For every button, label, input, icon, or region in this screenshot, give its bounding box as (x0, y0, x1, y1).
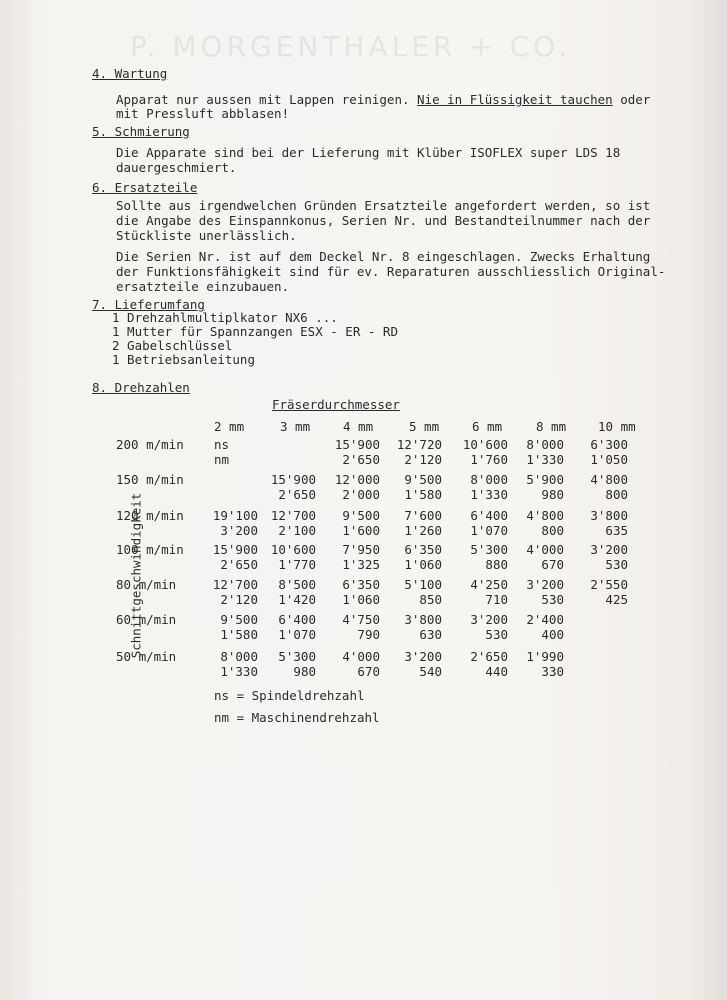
section-6-heading: 6. Ersatzteile (92, 180, 198, 195)
speed-label: 200 m/min (116, 437, 184, 452)
cell-machine-rpm: 880 (485, 557, 508, 572)
column-header: 3 mm (280, 419, 311, 434)
cell-spindle-rpm: 12'700 (270, 508, 316, 523)
cell-machine-rpm: 980 (293, 664, 316, 679)
column-header: 8 mm (536, 419, 567, 434)
cell-spindle-rpm: 9'500 (220, 612, 258, 627)
section-6-p2-line-3: ersatzteile einzubauen. (116, 279, 290, 294)
cell-machine-rpm: 2'100 (278, 523, 316, 538)
cell-machine-rpm: 530 (541, 592, 564, 607)
cell-spindle-rpm: 3'200 (526, 577, 564, 592)
section-4-text: Apparat nur aussen mit Lappen reinigen. (116, 92, 418, 107)
cell-spindle-rpm: ns (214, 437, 230, 452)
cell-machine-rpm: 425 (605, 592, 628, 607)
cell-spindle-rpm: 15'900 (212, 542, 258, 557)
cell-machine-rpm: 710 (485, 592, 508, 607)
cell-spindle-rpm: 2'550 (590, 577, 628, 592)
cell-spindle-rpm: 4'000 (526, 542, 564, 557)
delivery-item: 2 Gabelschlüssel (112, 338, 233, 353)
cell-machine-rpm: 1'325 (342, 557, 380, 572)
cell-spindle-rpm: 9'500 (342, 508, 380, 523)
cell-machine-rpm: 630 (419, 627, 442, 642)
cell-spindle-rpm: 3'800 (404, 612, 442, 627)
speed-label: 120 m/min (116, 508, 184, 523)
cell-spindle-rpm: 5'300 (470, 542, 508, 557)
cell-machine-rpm: 2'650 (342, 452, 380, 467)
cell-machine-rpm: 1'060 (342, 592, 380, 607)
cell-machine-rpm: 790 (357, 627, 380, 642)
cell-machine-rpm: 1'330 (526, 452, 564, 467)
cell-spindle-rpm: 8'000 (526, 437, 564, 452)
cell-spindle-rpm: 12'000 (334, 472, 380, 487)
cell-machine-rpm: 1'070 (278, 627, 316, 642)
cell-spindle-rpm: 7'600 (404, 508, 442, 523)
cell-spindle-rpm: 7'950 (342, 542, 380, 557)
cell-spindle-rpm: 10'600 (462, 437, 508, 452)
cell-spindle-rpm: 2'400 (526, 612, 564, 627)
cell-spindle-rpm: 3'800 (590, 508, 628, 523)
cell-machine-rpm: 1'070 (470, 523, 508, 538)
cell-spindle-rpm: 9'500 (404, 472, 442, 487)
cell-spindle-rpm: 2'650 (470, 649, 508, 664)
cell-spindle-rpm: 4'800 (526, 508, 564, 523)
cell-machine-rpm: 800 (605, 487, 628, 502)
cell-spindle-rpm: 6'400 (470, 508, 508, 523)
column-header: 10 mm (598, 419, 636, 434)
table-title: Fräserdurchmesser (272, 397, 400, 412)
delivery-item: 1 Mutter für Spannzangen ESX - ER - RD (112, 324, 398, 339)
section-4-heading: 4. Wartung (92, 66, 168, 81)
cell-spindle-rpm: 4'800 (590, 472, 628, 487)
section-4-line-2: mit Pressluft abblasen! (116, 106, 290, 121)
section-6-p1-line-3: Stückliste unerlässlich. (116, 228, 297, 243)
row-axis-label: Schnittgeschwindigkeit (128, 492, 144, 659)
column-header: 2 mm (214, 419, 245, 434)
cell-machine-rpm: 540 (419, 664, 442, 679)
section-4-text-end: oder (612, 92, 651, 107)
section-6-p1-line-1: Sollte aus irgendwelchen Gründen Ersatzteile angefordert werden, so ist (116, 198, 651, 213)
cell-spindle-rpm: 12'700 (212, 577, 258, 592)
cell-spindle-rpm: 4'750 (342, 612, 380, 627)
speed-label: 80 m/min (116, 577, 177, 592)
column-header: 5 mm (409, 419, 440, 434)
cell-machine-rpm: 440 (485, 664, 508, 679)
cell-machine-rpm: 2'120 (404, 452, 442, 467)
cell-machine-rpm: 670 (541, 557, 564, 572)
speed-label: 60 m/min (116, 612, 177, 627)
cell-spindle-rpm: 10'600 (270, 542, 316, 557)
cell-machine-rpm: 530 (485, 627, 508, 642)
cell-machine-rpm: 800 (541, 523, 564, 538)
cell-spindle-rpm: 8'000 (470, 472, 508, 487)
cell-machine-rpm: 1'050 (590, 452, 628, 467)
cell-spindle-rpm: 5'100 (404, 577, 442, 592)
cell-machine-rpm: 1'060 (404, 557, 442, 572)
cell-machine-rpm: 670 (357, 664, 380, 679)
cell-machine-rpm: 2'650 (220, 557, 258, 572)
cell-spindle-rpm: 3'200 (470, 612, 508, 627)
cell-spindle-rpm: 1'990 (526, 649, 564, 664)
speed-label: 50 m/min (116, 649, 177, 664)
cell-spindle-rpm: 19'100 (212, 508, 258, 523)
cell-machine-rpm: 2'120 (220, 592, 258, 607)
section-6-p1-line-2: die Angabe des Einspannkonus, Serien Nr. und Bestandteilnummer nach der (116, 213, 651, 228)
cell-machine-rpm: 1'760 (470, 452, 508, 467)
cell-machine-rpm: 2'000 (342, 487, 380, 502)
section-8-heading: 8. Drehzahlen (92, 380, 190, 395)
cell-spindle-rpm: 15'900 (334, 437, 380, 452)
cell-machine-rpm: 635 (605, 523, 628, 538)
cell-machine-rpm: 1'260 (404, 523, 442, 538)
delivery-item: 1 Drehzahlmultiplkator NX6 ... (112, 310, 338, 325)
cell-machine-rpm: 2'650 (278, 487, 316, 502)
cell-spindle-rpm: 5'900 (526, 472, 564, 487)
cell-machine-rpm: 1'600 (342, 523, 380, 538)
cell-spindle-rpm: 4'250 (470, 577, 508, 592)
cell-machine-rpm: 400 (541, 627, 564, 642)
section-4-warning: Nie in Flüssigkeit tauchen (417, 92, 613, 107)
cell-spindle-rpm: 3'200 (590, 542, 628, 557)
cell-spindle-rpm: 6'400 (278, 612, 316, 627)
legend-nm: nm = Maschinendrehzahl (214, 710, 380, 725)
cell-machine-rpm: 530 (605, 557, 628, 572)
cell-spindle-rpm: 8'500 (278, 577, 316, 592)
delivery-item: 1 Betriebsanleitung (112, 352, 255, 367)
cell-machine-rpm: 330 (541, 664, 564, 679)
cell-spindle-rpm: 8'000 (220, 649, 258, 664)
column-header: 4 mm (343, 419, 374, 434)
cell-spindle-rpm: 6'350 (404, 542, 442, 557)
cell-spindle-rpm: 6'300 (590, 437, 628, 452)
cell-machine-rpm: 3'200 (220, 523, 258, 538)
cell-machine-rpm: 1'420 (278, 592, 316, 607)
section-7-heading: 7. Lieferumfang (92, 297, 205, 312)
legend-ns: ns = Spindeldrehzahl (214, 688, 365, 703)
cell-machine-rpm: 1'580 (404, 487, 442, 502)
cell-machine-rpm: 980 (541, 487, 564, 502)
cell-spindle-rpm: 6'350 (342, 577, 380, 592)
cell-machine-rpm: 850 (419, 592, 442, 607)
cell-machine-rpm: nm (214, 452, 230, 467)
cell-machine-rpm: 1'330 (470, 487, 508, 502)
section-6-p2-line-2: der Funktionsfähigkeit sind für ev. Reparaturen ausschliesslich Original- (116, 264, 666, 279)
cell-spindle-rpm: 5'300 (278, 649, 316, 664)
column-header: 6 mm (472, 419, 503, 434)
cell-machine-rpm: 1'770 (278, 557, 316, 572)
section-5-line-2: dauergeschmiert. (116, 160, 237, 175)
cell-machine-rpm: 1'330 (220, 664, 258, 679)
cell-spindle-rpm: 4'000 (342, 649, 380, 664)
page-shadow (687, 0, 727, 1000)
speed-label: 150 m/min (116, 472, 184, 487)
section-6-p2-line-1: Die Serien Nr. ist auf dem Deckel Nr. 8 eingeschlagen. Zwecks Erhaltung (116, 249, 651, 264)
cell-spindle-rpm: 12'720 (396, 437, 442, 452)
bleed-through-letterhead: P. MORGENTHALER + CO. (130, 30, 571, 63)
cell-spindle-rpm: 3'200 (404, 649, 442, 664)
section-5-heading: 5. Schmierung (92, 124, 190, 139)
speed-label: 100 m/min (116, 542, 184, 557)
cell-spindle-rpm: 15'900 (270, 472, 316, 487)
cell-machine-rpm: 1'580 (220, 627, 258, 642)
section-5-line-1: Die Apparate sind bei der Lieferung mit Klüber ISOFLEX super LDS 18 (116, 145, 621, 160)
